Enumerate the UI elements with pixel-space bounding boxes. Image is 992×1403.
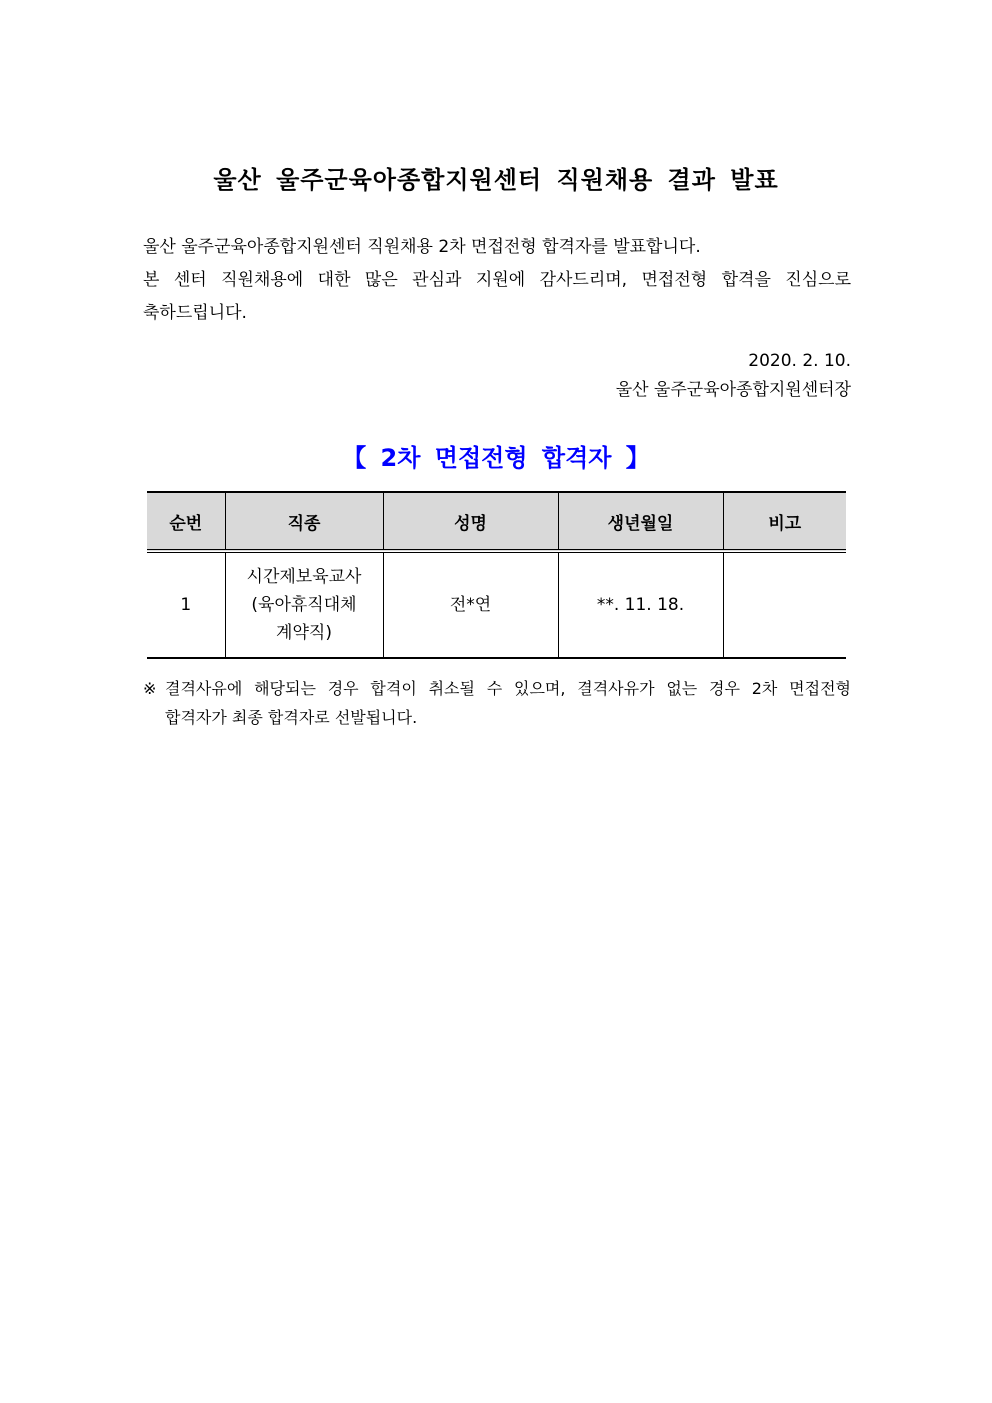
header-name: 성명 <box>383 492 558 551</box>
cell-remark <box>723 551 846 658</box>
footnote <box>143 674 851 732</box>
header-birthdate: 생년월일 <box>558 492 723 551</box>
document-title: 울산 울주군육아종합지원센터 직원채용 결과 발표 <box>213 166 779 194</box>
intro-line-2: 본 센터 직원채용에 대한 많은 관심과 지원에 감사드리며, 면접전형 합격을 진심으로 <box>143 270 851 290</box>
reference-mark-icon: ※ <box>143 679 157 698</box>
header-remark: 비고 <box>723 492 846 551</box>
table-header-row <box>147 492 846 551</box>
header-job-type: 직종 <box>225 492 383 551</box>
cell-birthdate: **. 11. 18. <box>558 551 723 658</box>
intro-line-3: 축하드립니다. <box>143 303 247 323</box>
announcement-date: 2020. 2. 10. <box>748 351 851 371</box>
section-heading: 【 2차 면접전형 합격자 】 <box>342 444 650 472</box>
table-row <box>147 551 846 658</box>
job-type-line-1: 시간제보육교사 <box>246 567 362 587</box>
job-type-line-2: (육아휴직대체 <box>251 595 357 615</box>
cell-number: 1 <box>147 551 225 658</box>
issuer-name: 울산 울주군육아종합지원센터장 <box>615 380 851 400</box>
signature-block <box>500 347 851 405</box>
footnote-line-2: 합격자가 최종 합격자로 선발됩니다. <box>165 708 418 727</box>
intro-paragraph <box>143 231 851 330</box>
footnote-line-1: 결격사유에 해당되는 경우 합격이 취소될 수 있으며, 결격사유가 없는 경우 2차 면접전형 <box>165 679 851 698</box>
results-table <box>147 491 846 659</box>
cell-name: 전*연 <box>383 551 558 658</box>
header-number: 순번 <box>147 492 225 551</box>
job-type-line-3: 계약직) <box>276 623 332 643</box>
intro-line-1: 울산 울주군육아종합지원센터 직원채용 2차 면접전형 합격자를 발표합니다. <box>143 237 701 257</box>
cell-job-type <box>225 551 383 658</box>
